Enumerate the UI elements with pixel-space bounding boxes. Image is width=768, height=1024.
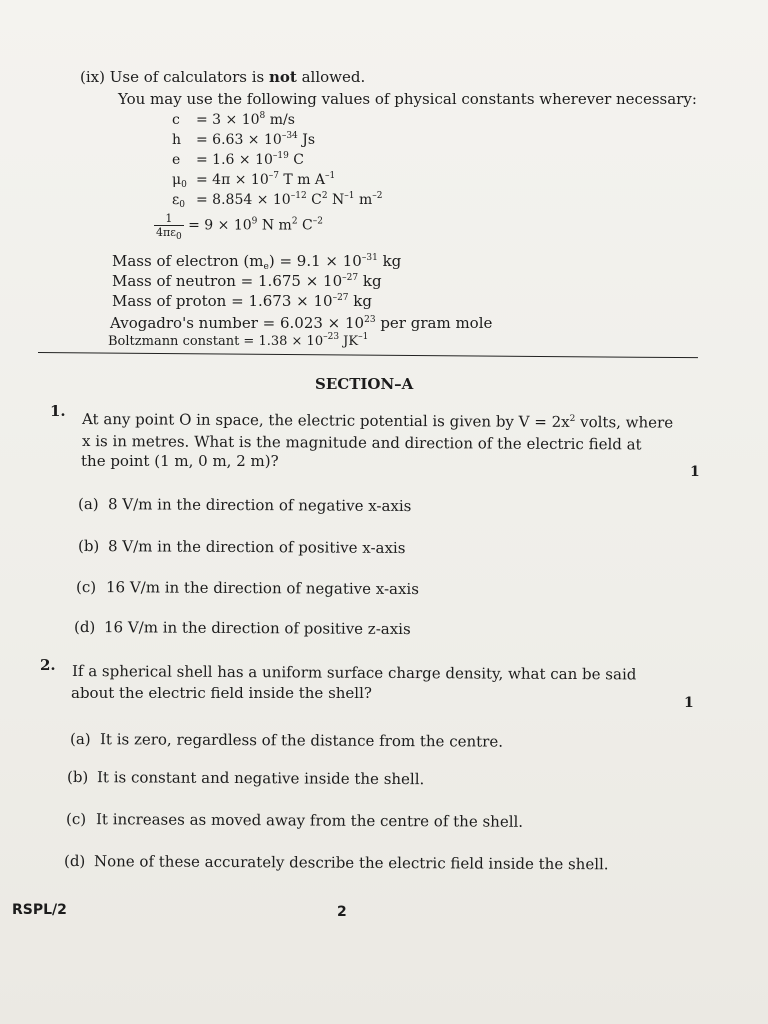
- instruction-ix: [80, 68, 365, 86]
- calc-text-prefix: Use of calculators is: [109, 68, 269, 86]
- page-number: 2: [337, 904, 347, 920]
- mass-proton: Mass of proton = $1.673 \times 10^{-27}$ kg: [112, 292, 372, 310]
- constant-c: $c = 3 \times 10^8$ m/s: [172, 111, 295, 128]
- q1-line2: x is in metres. What is the magnitude and direction of the electric field at: [81, 432, 642, 454]
- divider-line: [38, 352, 698, 358]
- constant-e: $e = 1.6 \times 10^{-19}$ C: [172, 151, 305, 168]
- constants-intro: You may use the following values of physical constants wherever necessary:: [118, 90, 697, 108]
- q2-option-b: (b) It is constant and negative inside the shell.: [66, 768, 425, 789]
- q1-marks: 1: [690, 464, 700, 480]
- calc-text-bold: not: [269, 68, 297, 86]
- coulomb-fraction: $\frac{1}{4\pi\varepsilon_0}$: [156, 212, 182, 242]
- mass-neutron: Mass of neutron = $1.675 \times 10^{-27}$ kg: [112, 272, 382, 290]
- q1-option-d: (d) 16 V/m in the direction of positive z-axis: [73, 618, 411, 639]
- constant-mu0: $\mu_0 = 4\pi \times 10^{-7}$ T m $A^{-1}$: [172, 171, 336, 190]
- constant-h: $h = 6.63 \times 10^{-34}$ Js: [172, 131, 316, 148]
- mass-electron: Mass of electron $(m_e) = 9.1 \times 10^{-31}$ kg: [112, 252, 402, 272]
- q2-marks: 1: [684, 695, 694, 711]
- section-title: SECTION–A: [315, 375, 414, 393]
- q2-line2: about the electric field inside the shell?: [71, 684, 372, 702]
- boltzmann-constant: Boltzmann constant = $1.38 \times 10^{-23}$ $JK^{-1}$: [108, 332, 369, 349]
- q2-number: 2.: [40, 656, 56, 674]
- constant-coulomb: $\frac{1}{4\pi\varepsilon_0}$ = $9 \times 10^9$ N $m^2$ $C^{-2}$: [156, 212, 323, 242]
- q1-option-a: (a) 8 V/m in the direction of negative x-axis: [77, 495, 412, 516]
- footer-code: RSPL/2: [12, 902, 67, 918]
- q1-line3: the point (1 m, 0 m, 2 m)?: [81, 452, 279, 470]
- q2-option-a: (a) It is zero, regardless of the distance from the centre.: [69, 730, 504, 751]
- q1-option-c: (c) 16 V/m in the direction of negative x-axis: [75, 578, 420, 599]
- avogadro-number: Avogadro's number = $6.023 \times 10^{23}$ per gram mole: [110, 314, 493, 332]
- q1-option-b: (b) 8 V/m in the direction of positive x-axis: [77, 537, 406, 558]
- constant-epsilon0: $\varepsilon_0 = 8.854 \times 10^{-12}$ $C^2$ $N^{-1}$ $m^{-2}$: [172, 191, 383, 210]
- instruction-item-label: (ix): [80, 68, 105, 86]
- q1-number: 1.: [50, 402, 66, 420]
- q2-option-d: (d) None of these accurately describe the electric field inside the shell.: [63, 852, 609, 874]
- q2-line1: If a spherical shell has a uniform surface charge density, what can be said: [71, 662, 637, 684]
- q1-line1: At any point O in space, the electric potential is given by $V = 2x^2$ volts, where: [81, 410, 674, 432]
- calc-text-suffix: allowed.: [296, 68, 366, 86]
- q2-option-c: (c) It increases as moved away from the centre of the shell.: [65, 810, 524, 831]
